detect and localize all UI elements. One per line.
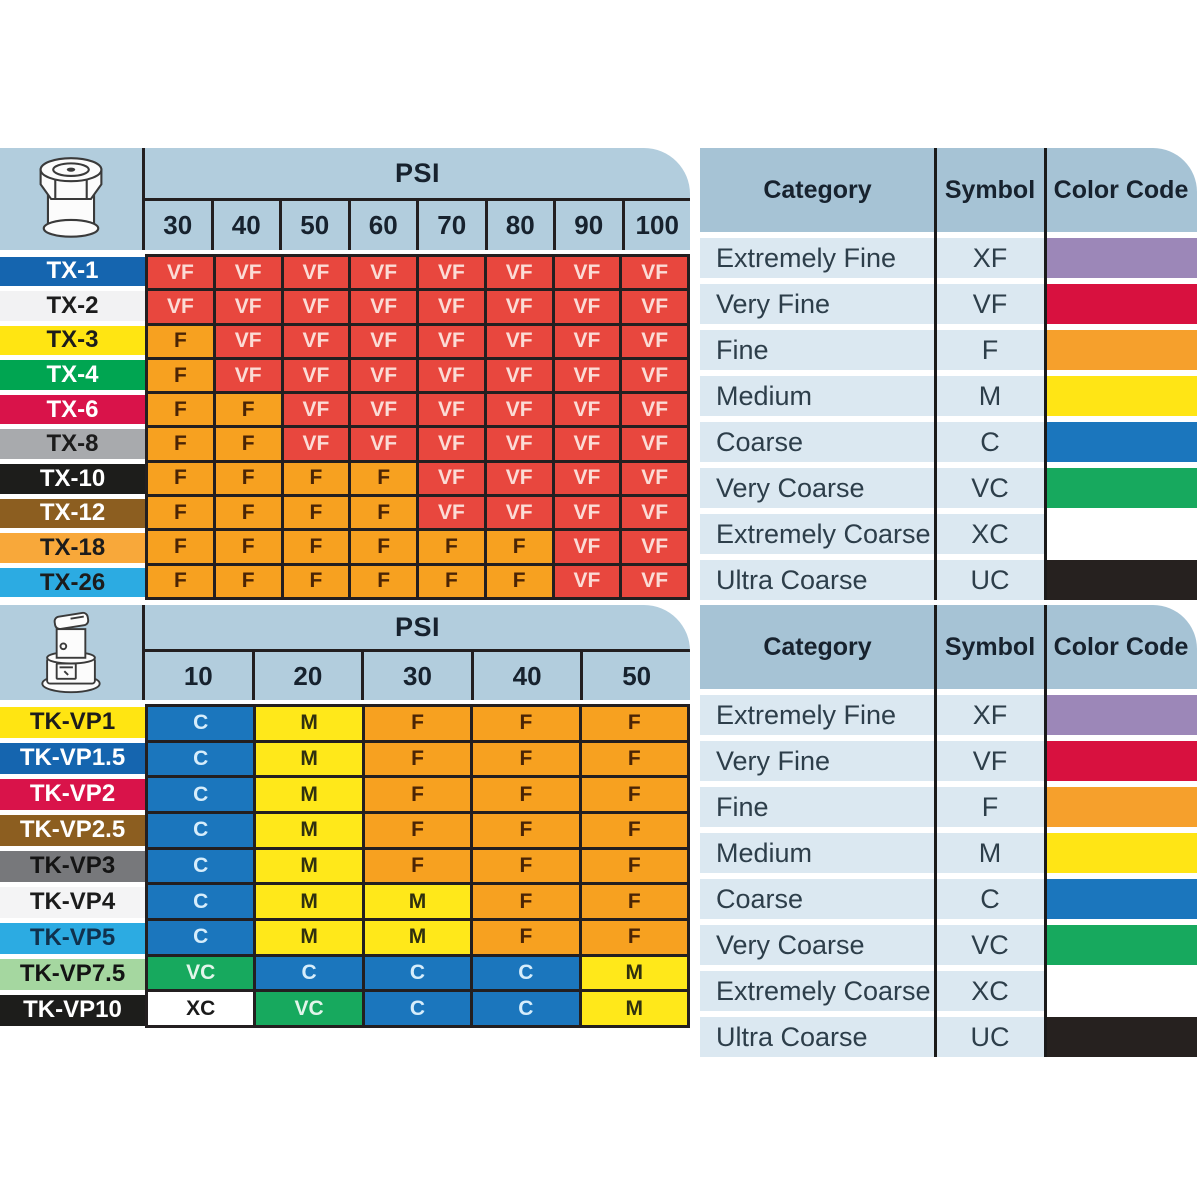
nozzle-row [0,462,145,497]
droplet-size-cell: F [216,394,281,425]
droplet-size-cell: VC [256,992,361,1025]
droplet-size-cell: C [148,921,253,954]
droplet-size-cell: F [148,497,213,528]
legend-symbol: F [935,330,1045,370]
legend-color-swatch [1045,971,1197,1011]
droplet-size-cell: F [351,566,416,597]
nozzle-row [0,992,145,1028]
droplet-size-cell: F [473,743,578,776]
hollow-cone-nozzle-icon [32,155,110,243]
droplet-size-cell: VF [622,360,687,391]
flood-tip-nozzle-icon [31,610,111,696]
legend-color-swatch [1045,330,1197,370]
legend-color-swatch [1045,695,1197,735]
droplet-size-cell: VF [487,291,552,322]
droplet-size-cell: VF [622,394,687,425]
legend-category: Extremely Fine [700,695,935,735]
droplet-size-cell: VF [487,326,552,357]
legend-row [700,925,1197,965]
droplet-size-cell: VF [487,257,552,288]
droplet-size-cell: F [284,566,349,597]
nozzle-row [0,740,145,776]
nozzle-row-label: TX-4 [0,360,145,390]
legend-header-color-code: Color Code [1053,632,1189,661]
psi-column-header: 10 [183,660,213,691]
nozzle-row-label: TX-18 [0,533,145,563]
droplet-size-cell: F [351,463,416,494]
legend-header [700,148,1197,232]
droplet-size-cell: F [582,778,687,811]
legend-row [700,695,1197,735]
droplet-size-cell: VF [351,291,416,322]
nozzle-row-label: TK-VP7.5 [0,959,145,990]
psi-label: PSI [145,148,690,201]
legend-row [700,376,1197,416]
category-legend-bottom [700,605,1197,1057]
legend-color-swatch [1045,741,1197,781]
legend-category: Very Fine [700,284,935,324]
nozzle-row [0,392,145,427]
nozzle-row [0,920,145,956]
legend-color-swatch [1045,514,1197,554]
droplet-size-cell: VF [284,257,349,288]
legend-divider [1044,605,1047,1057]
tx-psi-header [145,148,690,250]
droplet-size-cell: VF [487,428,552,459]
tk-row-labels [0,704,145,1028]
psi-column-header: 60 [348,201,417,250]
droplet-size-cell: VF [622,326,687,357]
psi-label: PSI [145,605,690,652]
legend-category: Very Coarse [700,468,935,508]
nozzle-row [0,323,145,358]
droplet-size-cell: C [473,957,578,990]
droplet-size-cell: F [148,531,213,562]
droplet-size-cell: VF [622,291,687,322]
droplet-size-cell: VF [555,531,620,562]
droplet-size-cell: F [582,921,687,954]
droplet-size-cell: VF [555,326,620,357]
legend-row [700,971,1197,1011]
droplet-size-cell: C [148,743,253,776]
droplet-size-cell: VF [622,531,687,562]
legend-category: Ultra Coarse [700,560,935,600]
tk-data-grid [145,704,690,1028]
droplet-size-cell: VF [622,566,687,597]
droplet-size-cell: F [487,531,552,562]
droplet-size-cell: M [256,921,361,954]
nozzle-row-label: TX-26 [0,568,145,598]
psi-column-header: 50 [279,201,348,250]
psi-column-header: 20 [252,652,362,700]
legend-divider [934,148,937,600]
flood-tip-nozzle-icon [0,605,145,700]
legend-row [700,787,1197,827]
nozzle-row-label: TK-VP1 [0,707,145,738]
droplet-size-cell: F [148,360,213,391]
legend-color-swatch [1045,422,1197,462]
droplet-size-cell: C [365,992,470,1025]
droplet-size-cell: C [365,957,470,990]
droplet-size-cell: VF [148,291,213,322]
droplet-size-cell: F [148,326,213,357]
legend-symbol: VC [935,925,1045,965]
droplet-size-cell: C [148,778,253,811]
droplet-size-cell: F [148,428,213,459]
legend-header-symbol: Symbol [944,632,1036,661]
legend-color-swatch [1045,787,1197,827]
nozzle-row [0,358,145,393]
droplet-size-cell: M [365,885,470,918]
droplet-size-cell: F [473,778,578,811]
droplet-size-cell: VF [284,394,349,425]
droplet-size-cell: VF [419,326,484,357]
psi-column-header: 70 [416,201,485,250]
legend-header-category: Category [763,632,872,661]
droplet-size-cell: VF [487,497,552,528]
droplet-size-cell: M [256,814,361,847]
tk-table-header [0,605,690,700]
legend-symbol: C [935,422,1045,462]
nozzle-row [0,776,145,812]
droplet-size-cell: XC [148,992,253,1025]
legend-category: Very Fine [700,741,935,781]
droplet-size-cell: VF [284,291,349,322]
legend-row [700,833,1197,873]
legend-color-swatch [1045,925,1197,965]
nozzle-row [0,565,145,600]
droplet-size-cell: VF [555,360,620,391]
droplet-size-cell: M [582,992,687,1025]
droplet-size-cell: VF [148,257,213,288]
tx-row-labels [0,254,145,600]
droplet-size-cell: M [256,850,361,883]
droplet-size-cell: VF [555,566,620,597]
droplet-size-cell: VF [284,428,349,459]
legend-color-swatch [1045,238,1197,278]
droplet-size-cell: VF [555,463,620,494]
droplet-size-cell: VF [487,360,552,391]
droplet-size-cell: VF [419,463,484,494]
droplet-size-cell: VF [622,428,687,459]
legend-color-swatch [1045,468,1197,508]
droplet-size-cell: F [473,707,578,740]
droplet-size-cell: F [365,814,470,847]
droplet-size-cell: VF [351,257,416,288]
droplet-size-cell: F [284,463,349,494]
tx-table-header [0,148,690,250]
droplet-size-cell: VF [419,291,484,322]
droplet-size-cell: C [148,814,253,847]
droplet-size-cell: F [148,463,213,494]
legend-category: Medium [700,833,935,873]
droplet-size-cell: F [582,707,687,740]
droplet-size-cell: M [256,885,361,918]
droplet-size-cell: C [148,885,253,918]
droplet-size-cell: C [473,992,578,1025]
legend-color-swatch [1045,560,1197,600]
droplet-size-cell: VF [216,360,281,391]
legend-row [700,330,1197,370]
droplet-size-cell: F [582,743,687,776]
legend-symbol: VF [935,284,1045,324]
droplet-size-cell: F [487,566,552,597]
droplet-size-cell: VF [351,360,416,391]
droplet-size-cell: F [216,531,281,562]
legend-category: Medium [700,376,935,416]
droplet-size-cell: VF [419,497,484,528]
droplet-size-cell: F [148,566,213,597]
droplet-size-cell: F [473,885,578,918]
droplet-size-cell: F [582,850,687,883]
nozzle-row-label: TK-VP3 [0,851,145,882]
psi-column-header: 30 [163,210,193,240]
droplet-size-cell: F [365,778,470,811]
droplet-size-cell: VF [487,463,552,494]
legend-color-swatch [1045,376,1197,416]
legend-symbol: M [935,833,1045,873]
legend-symbol: XF [935,238,1045,278]
nozzle-row-label: TK-VP5 [0,923,145,954]
droplet-size-cell: M [582,957,687,990]
legend-symbol: XC [935,514,1045,554]
legend-color-swatch [1045,284,1197,324]
psi-column-header: 40 [211,201,280,250]
droplet-size-cell: VF [419,257,484,288]
nozzle-row [0,812,145,848]
droplet-size-cell: F [148,394,213,425]
legend-category: Extremely Coarse [700,514,935,554]
legend-symbol: UC [935,1017,1045,1057]
droplet-size-cell: VF [216,326,281,357]
droplet-size-cell: VF [622,497,687,528]
droplet-size-cell: F [216,566,281,597]
legend-row [700,560,1197,600]
droplet-size-cell: C [256,957,361,990]
legend-color-swatch [1045,1017,1197,1057]
droplet-size-cell: VF [351,428,416,459]
tx-data-grid [145,254,690,600]
droplet-size-cell: VF [351,394,416,425]
droplet-size-cell: VF [555,291,620,322]
legend-category: Extremely Fine [700,238,935,278]
legend-rows [700,689,1197,1057]
nozzle-row [0,531,145,566]
tx-psi-columns [145,201,690,250]
psi-column-header: 30 [361,652,471,700]
legend-row [700,468,1197,508]
droplet-size-cell: VF [216,291,281,322]
nozzle-row [0,704,145,740]
droplet-size-cell: F [365,707,470,740]
legend-category: Fine [700,787,935,827]
nozzle-row [0,848,145,884]
droplet-size-cell: F [365,850,470,883]
legend-row [700,1017,1197,1057]
droplet-size-cell: VF [216,257,281,288]
legend-row [700,422,1197,462]
psi-column-header: 100 [622,201,691,250]
droplet-size-cell: VF [284,326,349,357]
legend-row [700,879,1197,919]
droplet-size-cell: VF [555,428,620,459]
droplet-size-cell: F [582,885,687,918]
psi-column-header: 50 [580,652,690,700]
legend-row [700,741,1197,781]
droplet-size-cell: VF [555,497,620,528]
droplet-size-cell: VF [622,463,687,494]
droplet-size-cell: M [256,778,361,811]
droplet-size-cell: VF [555,257,620,288]
tk-psi-header [145,605,690,700]
legend-category: Coarse [700,879,935,919]
legend-category: Coarse [700,422,935,462]
droplet-size-cell: F [284,531,349,562]
droplet-size-cell: F [216,497,281,528]
droplet-size-cell: F [473,850,578,883]
droplet-size-cell: VF [284,360,349,391]
legend-header [700,605,1197,689]
legend-symbol: UC [935,560,1045,600]
droplet-size-cell: F [284,497,349,528]
legend-divider [934,605,937,1057]
nozzle-row [0,884,145,920]
nozzle-row [0,254,145,289]
legend-header-category: Category [763,175,872,204]
droplet-size-cell: F [351,531,416,562]
nozzle-row-label: TK-VP4 [0,887,145,918]
nozzle-row-label: TX-6 [0,395,145,425]
legend-symbol: XF [935,695,1045,735]
nozzle-row-label: TX-8 [0,429,145,459]
legend-header-symbol: Symbol [944,175,1036,204]
nozzle-row-label: TX-1 [0,257,145,287]
droplet-size-cell: C [148,850,253,883]
legend-row [700,284,1197,324]
psi-column-header: 80 [485,201,554,250]
nozzle-row [0,289,145,324]
droplet-size-cell: F [419,566,484,597]
droplet-size-cell: M [365,921,470,954]
legend-category: Very Coarse [700,925,935,965]
legend-category: Fine [700,330,935,370]
legend-category: Extremely Coarse [700,971,935,1011]
legend-symbol: VC [935,468,1045,508]
droplet-size-cell: M [256,743,361,776]
droplet-size-cell: VF [555,394,620,425]
nozzle-row [0,427,145,462]
nozzle-row-label: TX-10 [0,464,145,494]
droplet-size-cell: VF [487,394,552,425]
droplet-size-cell: F [365,743,470,776]
legend-symbol: F [935,787,1045,827]
legend-symbol: XC [935,971,1045,1011]
legend-symbol: VF [935,741,1045,781]
droplet-size-cell: VF [419,394,484,425]
nozzle-row-label: TX-3 [0,326,145,356]
droplet-size-cell: VC [148,957,253,990]
nozzle-row [0,496,145,531]
legend-symbol: C [935,879,1045,919]
droplet-size-cell: VF [419,428,484,459]
psi-column-header: 90 [553,201,622,250]
droplet-size-cell: VF [622,257,687,288]
legend-color-swatch [1045,833,1197,873]
tk-psi-columns [145,652,690,700]
category-legend-top [700,148,1197,600]
droplet-size-cell: VF [419,360,484,391]
nozzle-row-label: TX-2 [0,291,145,321]
nozzle-row-label: TK-VP2.5 [0,815,145,846]
legend-symbol: M [935,376,1045,416]
droplet-size-cell: F [419,531,484,562]
legend-row [700,238,1197,278]
droplet-size-cell: F [473,814,578,847]
hollow-cone-nozzle-icon [0,148,145,250]
droplet-size-cell: M [256,707,361,740]
legend-divider [1044,148,1047,600]
nozzle-row-label: TK-VP2 [0,779,145,810]
droplet-size-cell: F [216,428,281,459]
legend-row [700,514,1197,554]
legend-category: Ultra Coarse [700,1017,935,1057]
droplet-size-cell: F [216,463,281,494]
droplet-size-cell: F [473,921,578,954]
droplet-size-cell: VF [351,326,416,357]
legend-header-color-code: Color Code [1053,175,1189,204]
droplet-size-cell: F [351,497,416,528]
nozzle-row-label: TK-VP1.5 [0,743,145,774]
tx-nozzle-table [0,148,690,600]
legend-color-swatch [1045,879,1197,919]
psi-column-header: 40 [471,652,581,700]
nozzle-row-label: TK-VP10 [0,995,145,1026]
nozzle-row-label: TX-12 [0,499,145,529]
nozzle-row [0,956,145,992]
droplet-size-cell: C [148,707,253,740]
tk-vp-nozzle-table [0,605,690,1028]
droplet-size-cell: F [582,814,687,847]
legend-rows [700,232,1197,600]
